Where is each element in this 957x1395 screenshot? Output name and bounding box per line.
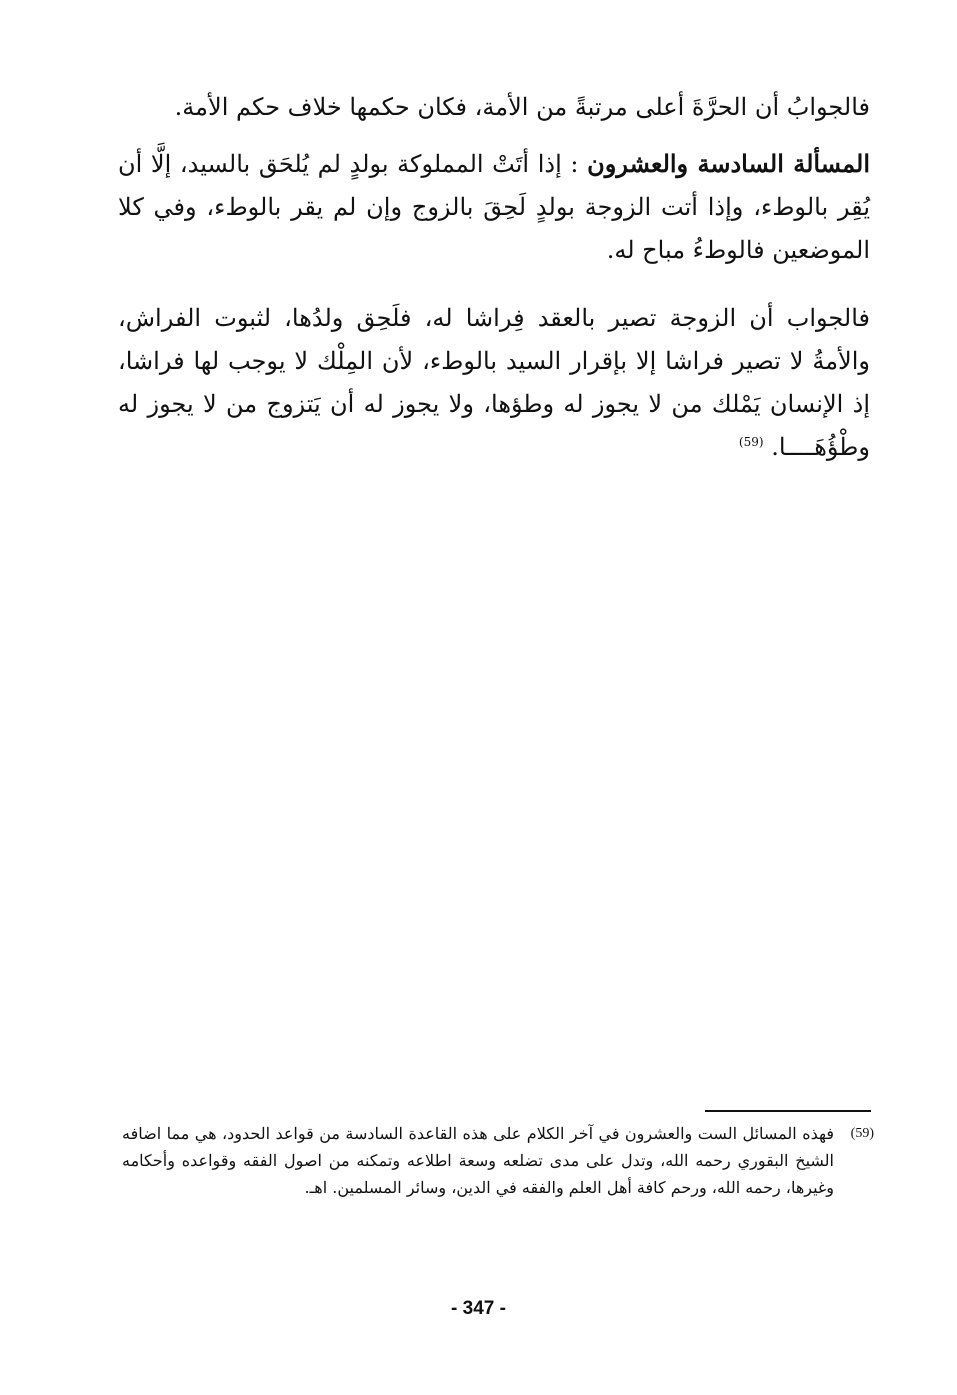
answer-paragraph-1 [118, 86, 870, 129]
issue-26-heading: المسألة السادسة والعشرون [587, 149, 870, 178]
answer-paragraph-2 [118, 297, 870, 469]
footnote [122, 1120, 874, 1201]
answer-2-text: فالجواب أن الزوجة تصير بالعقد فِراشا له، فلَحِق ولدُها، لثبوت الفراش، والأمةُ لا تصير فراشا إلا بإقرار السيد بالوطء، لأن المِلْك لا يوجب لها فراشا، إذ الإنسان يَمْلك من لا يجوز له وطؤها، ولا يجوز له أن يَتزوج من لا يجوز له وطْؤُهَــــا. [118, 304, 870, 461]
issue-26-body [118, 142, 870, 272]
footnote-divider [705, 1110, 871, 1112]
footnote-text: فهذه المسائل الست والعشرون في آخر الكلام على هذه القاعدة السادسة من قواعد الحدود، هي مما اضافه الشيخ البقوري رحمه الله، وتدل على مدى تضلعه وسعة اطلاعه وتمكنه من اصول الفقه وقواعده وأحكامه وغيرها، رحمه الله، ورحم كافة أهل العلم والفقه في الدين، وسائر المسلمين. اهـ. [122, 1124, 834, 1197]
issue-26-text: : إذا أتَتْ المملوكة بولدٍ لم يُلحَق بالسيد، إلَّا أن يُقِر بالوطء، وإذا أتت الزوجة بولدٍ لَحِقَ بالزوج وإن لم يقر بالوطء، وفي كلا الموضعين فالوطءُ مباح له. [118, 150, 870, 264]
answer-1-text: فالجوابُ أن الحرَّةَ أعلى مرتبةً من الأمة، فكان حكمها خلاف حكم الأمة. [174, 93, 870, 121]
page-number: - 347 - [451, 1298, 506, 1319]
footnote-number: (59) [850, 1126, 874, 1141]
footnote-reference: (59) [738, 435, 764, 449]
issue-26-paragraph [118, 142, 870, 272]
answer-2-body [118, 297, 870, 469]
